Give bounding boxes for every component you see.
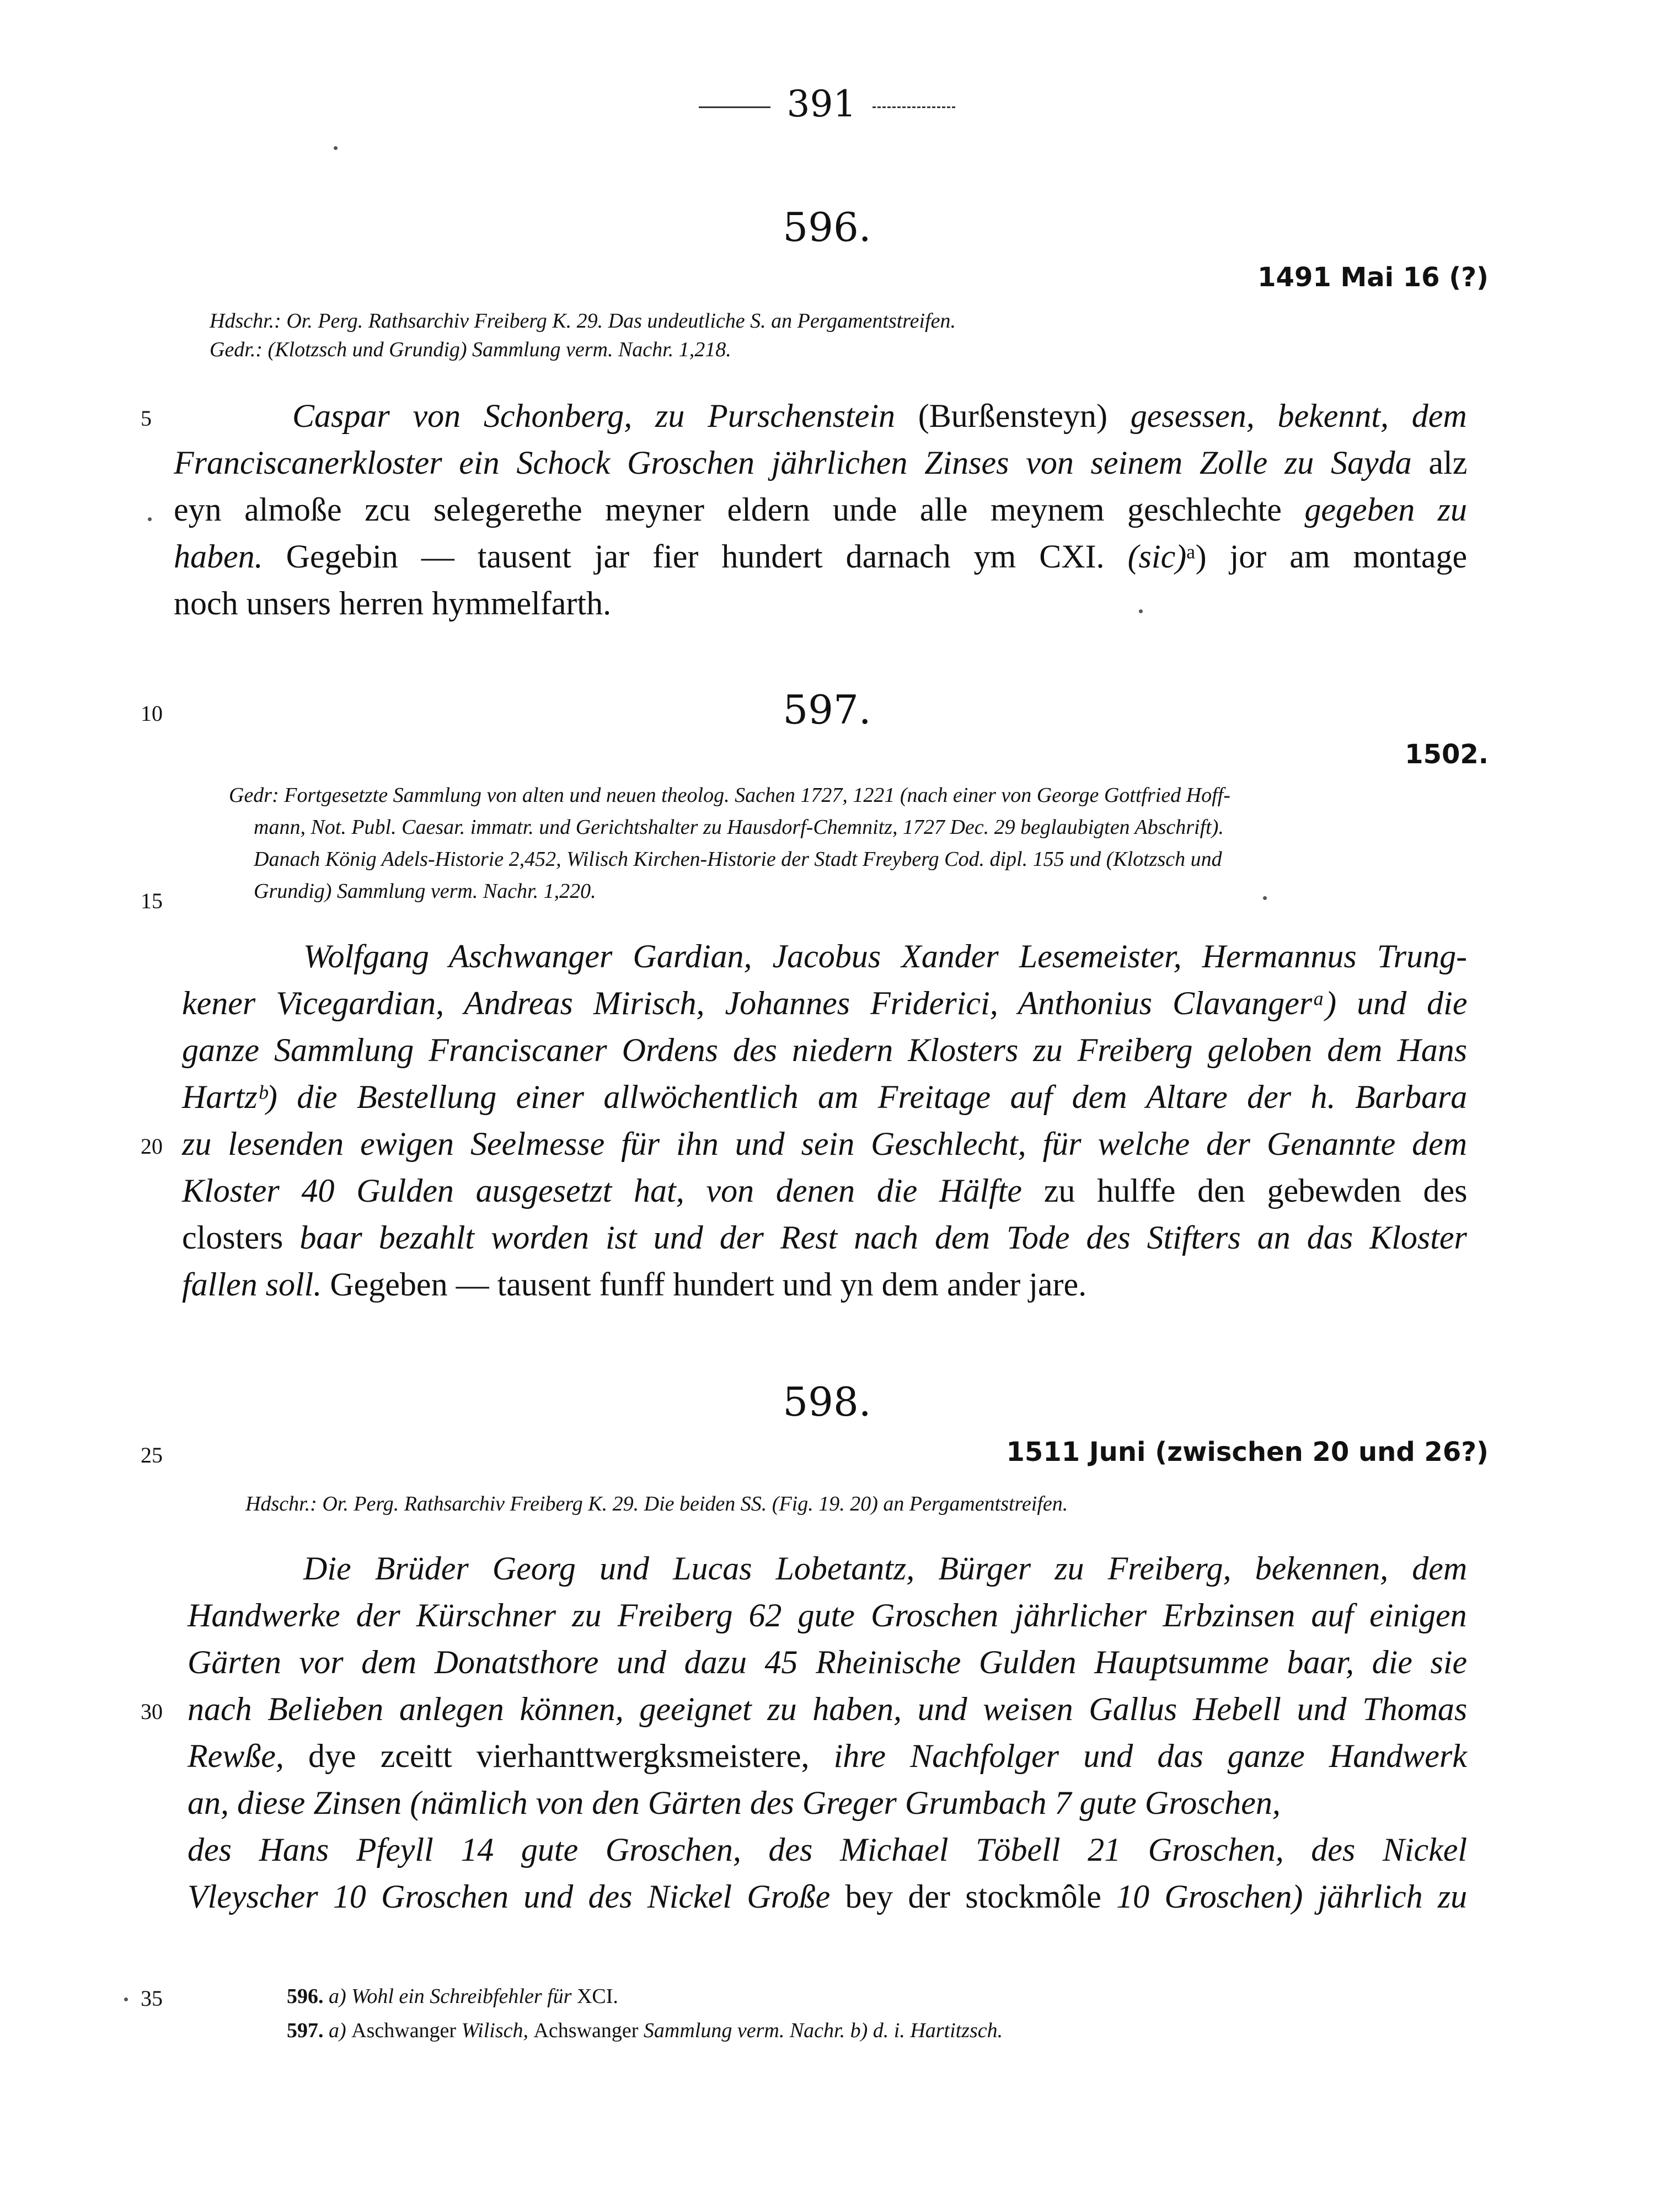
text-run: 596. — [287, 1985, 329, 2008]
body-line — [182, 1266, 1086, 1304]
text-run: kener Vicegardian, Andreas Mirisch, Johannes Friderici, Anthonius Clavangerᵃ) und die — [182, 985, 1468, 1021]
body-line — [188, 1831, 1467, 1869]
text-run: baar bezahlt worden ist und der Rest nach dem Tode des Stifters an das Kloster — [299, 1219, 1467, 1256]
doc-date-598: 1511 Juni (zwischen 20 und 26?) — [1006, 1437, 1489, 1467]
body-line — [188, 1737, 1467, 1775]
scan-speck — [124, 1997, 128, 2001]
text-run: (Burßensteyn) — [918, 398, 1131, 434]
text-run: dye zceitt vierhanttwergksmeistere, — [308, 1738, 834, 1774]
text-run: noch unsers herren hymmelfarth. — [174, 585, 612, 622]
text-run: bey der stockmôle — [845, 1878, 1117, 1915]
doc-date-596: 1491 Mai 16 (?) — [1257, 262, 1489, 293]
body-line — [188, 1643, 1467, 1681]
source-line: Gedr.: (Klotzsch und Grundig) Sammlung verm. Nachr. 1,218. — [210, 338, 731, 361]
line-number: 30 — [141, 1699, 163, 1724]
text-run: ihre Nachfolger und das ganze Handwerk — [833, 1738, 1467, 1774]
text-run: Kloster 40 Gulden ausgesetzt hat, von denen die Hälfte — [182, 1172, 1044, 1209]
line-number: 5 — [141, 406, 152, 431]
header-rule-right — [873, 106, 955, 108]
footnote — [287, 2018, 1003, 2043]
body-line — [174, 491, 1467, 529]
text-run: gegeben zu — [1304, 491, 1468, 528]
text-run: alz — [1428, 444, 1468, 481]
body-line — [182, 1219, 1467, 1257]
text-run: a) — [329, 2019, 352, 2042]
body-line — [182, 1125, 1467, 1163]
text-run: ganze Sammlung Franciscaner Ordens des niedern Klosters zu Freiberg geloben dem Hans — [182, 1032, 1468, 1068]
body-line — [174, 538, 1467, 576]
footnote — [287, 1984, 618, 2009]
text-run: an, diese Zinsen (nämlich von den Gärten des Greger Grumbach 7 gute Groschen, — [188, 1785, 1281, 1821]
text-run: (sic) — [1127, 538, 1187, 575]
scan-speck — [1139, 609, 1143, 613]
text-run: fallen soll. — [182, 1266, 330, 1303]
text-run: closters — [182, 1219, 300, 1256]
body-line — [174, 444, 1467, 482]
text-run: zu hulffe den gebewden des — [1043, 1172, 1468, 1209]
body-line — [188, 1690, 1467, 1728]
body-line — [174, 585, 611, 623]
line-number: 10 — [141, 701, 163, 726]
body-line — [182, 984, 1467, 1022]
line-number: 20 — [141, 1134, 163, 1159]
source-line: Hdschr.: Or. Perg. Rathsarchiv Freiberg K. 29. Das undeutliche S. an Pergamentstreifen. — [210, 309, 956, 333]
line-number: 35 — [141, 1986, 163, 2011]
text-run: eyn almoße zcu selegerethe meyner eldern unde alle meynem geschlechte — [174, 491, 1305, 528]
text-run: gesessen, bekennt, dem — [1130, 398, 1467, 434]
text-run: Sammlung verm. Nachr. b) d. i. Hartitzsch. — [643, 2019, 1003, 2042]
line-number: 25 — [141, 1443, 163, 1467]
line-number: 15 — [141, 888, 163, 913]
body-line — [303, 938, 1467, 976]
header-rule-left — [699, 106, 770, 108]
scan-speck — [1263, 896, 1267, 900]
page-header — [0, 83, 1654, 125]
doc-number-597: 597. — [783, 687, 871, 733]
text-run: Rewße, — [188, 1738, 309, 1774]
text-run: Aschwanger — [351, 2019, 462, 2042]
text-run: 597. — [287, 2019, 329, 2042]
text-run: Die Brüder Georg und Lucas Lobetantz, Bürger zu Freiberg, bekennen, dem — [303, 1550, 1468, 1587]
source-line: Danach König Adels-Historie 2,452, Wilisch Kirchen-Historie der Stadt Freyberg Cod. dipl. 155 und (Klotzsch und — [254, 848, 1222, 871]
text-run: haben. — [174, 538, 286, 575]
source-line: Hdschr.: Or. Perg. Rathsarchiv Freiberg K. 29. Die beiden SS. (Fig. 19. 20) an Pergamentstreifen. — [245, 1492, 1068, 1515]
source-line: Grundig) Sammlung verm. Nachr. 1,220. — [254, 880, 596, 903]
text-run: a) Wohl ein Schreibfehler für — [329, 1985, 577, 2008]
text-run: Vleyscher 10 Groschen und des Nickel Große — [188, 1878, 845, 1915]
text-run: Wilisch, — [461, 2019, 534, 2042]
text-run: 10 Groschen) jährlich zu — [1116, 1878, 1468, 1915]
text-run: Achswanger — [533, 2019, 644, 2042]
body-line — [182, 1031, 1467, 1069]
scan-speck — [334, 146, 338, 150]
text-run: nach Belieben anlegen können, geeignet zu haben, und weisen Gallus Hebell und Thomas — [188, 1691, 1468, 1727]
doc-number-596: 596. — [783, 204, 871, 250]
text-run: Wolfgang Aschwanger Gardian, Jacobus Xander Lesemeister, Hermannus Trung- — [303, 938, 1468, 974]
body-line — [188, 1597, 1467, 1635]
body-line — [182, 1172, 1467, 1210]
body-line — [292, 397, 1467, 435]
page-number: 391 — [786, 83, 857, 125]
text-run: Gärten vor dem Donatsthore und dazu 45 Rheinische Gulden Hauptsumme baar, die sie — [188, 1644, 1468, 1680]
source-line: Gedr: Fortgesetzte Sammlung von alten und neuen theolog. Sachen 1727, 1221 (nach einer von George Gottfried Hoff- — [229, 784, 1230, 807]
text-run: ᵃ) jor am montage — [1186, 538, 1468, 575]
body-line — [188, 1784, 1281, 1822]
doc-date-597: 1502. — [1405, 739, 1489, 770]
body-line — [188, 1878, 1467, 1916]
text-run: Handwerke der Kürschner zu Freiberg 62 gute Groschen jährlicher Erbzinsen auf einigen — [188, 1597, 1467, 1633]
body-line — [182, 1078, 1467, 1116]
body-line — [303, 1550, 1467, 1588]
doc-number-598: 598. — [783, 1379, 871, 1425]
text-run: Hartzᵇ) die Bestellung einer allwöchentlich am Freitage auf dem Altare der h. Barbara — [182, 1079, 1468, 1115]
text-run: zu lesenden ewigen Seelmesse für ihn und sein Geschlecht, für welche der Genannte dem — [182, 1126, 1468, 1162]
text-run: des Hans Pfeyll 14 gute Groschen, des Michael Töbell 21 Groschen, des Nickel — [188, 1831, 1468, 1868]
text-run: XCI. — [576, 1985, 618, 2008]
text-run: Franciscanerkloster ein Schock Groschen jährlichen Zinses von seinem Zolle zu Sayda — [174, 444, 1429, 481]
source-line: mann, Not. Publ. Caesar. immatr. und Gerichtshalter zu Hausdorf-Chemnitz, 1727 Dec. 29 beglaubigten Abschrift). — [254, 816, 1224, 839]
text-run: Caspar von Schonberg, zu Purschenstein — [292, 398, 918, 434]
text-run: Gegebin — tausent jar fier hundert darnach ym CXI. — [286, 538, 1128, 575]
text-run: Gegeben — tausent funff hundert und yn dem ander jare. — [330, 1266, 1087, 1303]
scan-speck — [148, 517, 152, 521]
